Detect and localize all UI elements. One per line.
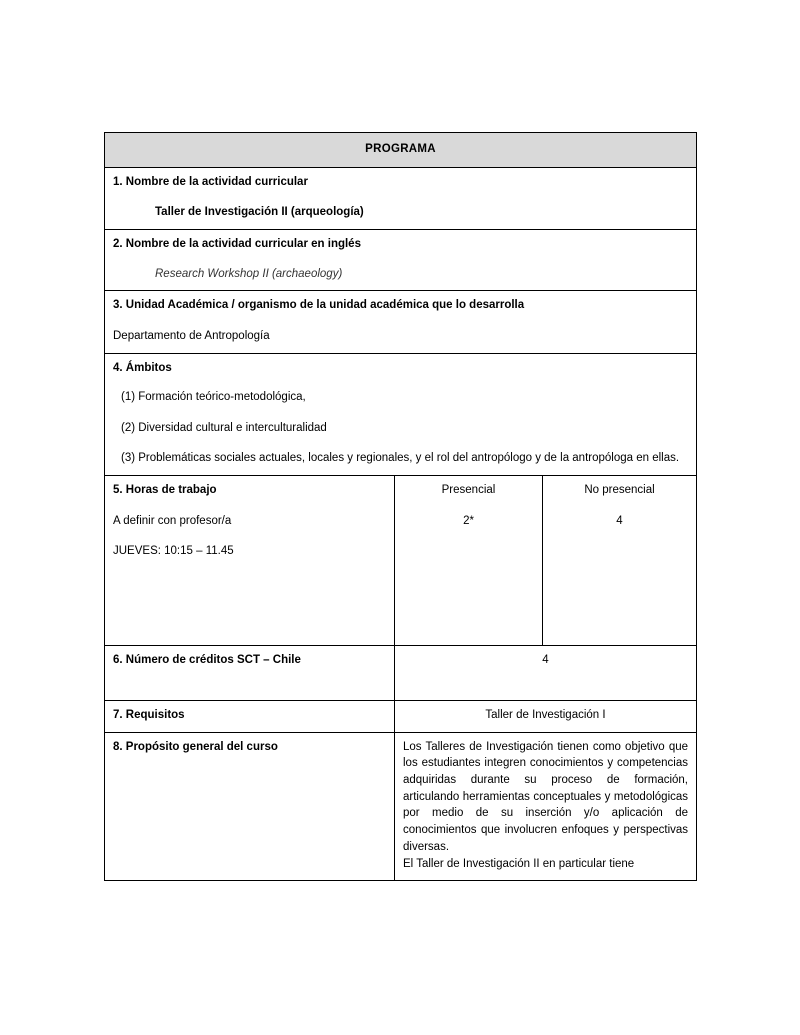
table-row-section-3 [105,291,697,353]
ambito-item-1: (1) Formación teórico-metodológica, [121,391,306,404]
section-2-value: Research Workshop II (archaeology) [155,267,343,280]
section-4-cell [105,353,697,475]
section-8-paragraph-2: El Taller de Investigación II en particular tiene [403,857,635,870]
table-row-section-6 [105,646,697,701]
table-row-section-5 [105,476,697,646]
section-4-label: 4. Ámbitos [113,361,172,374]
hours-no-presencial-value: 4 [616,514,623,527]
table-row-section-7 [105,701,697,733]
section-1-value: Taller de Investigación II (arqueología) [155,206,364,219]
section-3-value: Departamento de Antropología [113,330,270,343]
section-5-line-1: A definir con profesor/a [113,514,232,527]
programa-table [104,132,697,881]
section-1-label: 1. Nombre de la actividad curricular [113,175,308,188]
section-7-cell [105,701,395,733]
section-8-cell [105,732,395,880]
section-2-cell [105,230,697,291]
table-row-section-8 [105,732,697,880]
section-5-label: 5. Horas de trabajo [113,484,217,497]
section-6-cell [105,646,395,701]
section-7-value: Taller de Investigación I [485,709,606,722]
hours-no-presencial-header: No presencial [584,484,655,497]
page-title: PROGRAMA [105,133,697,168]
section-2-label: 2. Nombre de la actividad curricular en inglés [113,238,361,251]
section-8-value-cell [395,732,697,880]
section-6-label: 6. Número de créditos SCT – Chile [113,654,301,667]
section-5-line-2: JUEVES: 10:15 – 11.45 [113,545,234,558]
hours-presencial-value: 2* [463,514,474,527]
hours-presencial-cell [395,476,543,646]
table-row-header [105,133,697,168]
ambito-item-2: (2) Diversidad cultural e interculturalidad [121,421,327,434]
section-3-cell [105,291,697,353]
section-8-paragraph-1: Los Talleres de Investigación tienen como objetivo que los estudiantes integren conocimientos y competencias adquiridas durante su proceso de formación, articulando herramientas conceptuales y metodológicas por medio de su inserción y/o aplicación de conocimientos que involucren enfoques y perspectivas diversas. [403,740,689,853]
table-row-section-2 [105,230,697,291]
section-3-label: 3. Unidad Académica / organismo de la unidad académica que lo desarrolla [113,299,525,312]
ambito-item-3: (3) Problemáticas sociales actuales, locales y regionales, y el rol del antropólogo y de la antropóloga en ellas. [121,451,680,464]
hours-no-presencial-cell [543,476,697,646]
section-7-value-cell [395,701,697,733]
section-6-value: 4 [542,654,549,667]
section-7-label: 7. Requisitos [113,709,185,722]
section-6-value-cell [395,646,697,701]
section-1-cell [105,167,697,229]
table-row-section-1 [105,167,697,229]
hours-presencial-header: Presencial [441,484,496,497]
table-row-section-4 [105,353,697,475]
section-8-label: 8. Propósito general del curso [113,740,278,753]
section-5-cell [105,476,395,646]
